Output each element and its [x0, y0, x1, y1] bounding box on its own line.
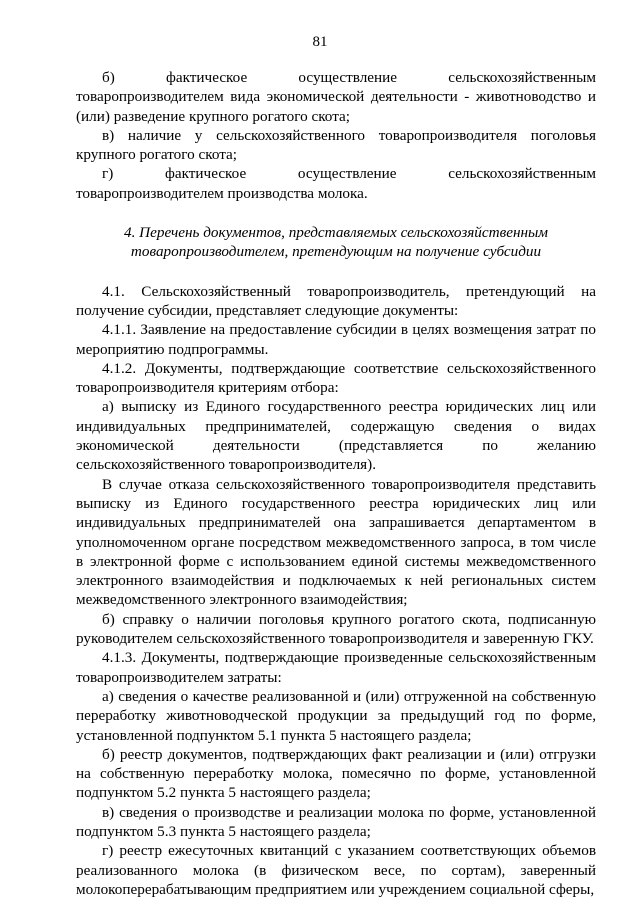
paragraph: б) фактическое осуществление сельскохозяйственным товаропроизводителем вида экономической деятельности - животноводство и (или) разведение крупного рогатого скота;: [76, 69, 596, 125]
paragraph: 4.1.3. Документы, подтверждающие произведенные сельскохозяйственным товаропроизводителем затраты:: [76, 649, 596, 686]
paragraph: 4.1. Сельскохозяйственный товаропроизводитель, претендующий на получение субсидии, представляет следующие документы:: [76, 282, 596, 319]
paragraph: г) фактическое осуществление сельскохозяйственным товаропроизводителем производства молока.: [76, 165, 596, 202]
paragraph: в) наличие у сельскохозяйственного товаропроизводителя поголовья крупного рогатого скота;: [76, 126, 596, 164]
paragraph: В случае отказа сельскохозяйственного товаропроизводителя представить выписку из Единого государственного реестра юридических лиц или индивидуальных предпринимателей она запрашивается департаментом в уполномоченном органе посредством межведомственного запроса, в том числе в электронной форме с использованием единой системы межведомственного электронного взаимодействия и подключаемых к ней региональных систем межведомственного электронного взаимодействия;: [76, 475, 596, 609]
paragraph: б) реестр документов, подтверждающих факт реализации и (или) отгрузки на собственную переработку молока, помесячно по форме, установленной подпунктом 5.2 пункта 5 настоящего раздела;: [76, 745, 596, 802]
paragraph: г) реестр ежесуточных квитанций с указанием соответствующих объемов реализованного молока (в физическом весе, по сортам), заверенный молокоперерабатывающим предприятием или учреждением социальной сферы,: [76, 842, 596, 898]
page-number: 81: [312, 34, 328, 50]
paragraph: а) выписку из Единого государственного реестра юридических лиц или индивидуальных предпринимателей, содержащую сведения о видах экономической деятельности (представляется по желанию сельскохозяйственного товаропроизводителя).: [76, 398, 596, 474]
paragraph: в) сведения о производстве и реализации молока по форме, установленной подпунктом 5.3 пункта 5 настоящего раздела;: [76, 803, 596, 840]
paragraph: 4.1.1. Заявление на предоставление субсидии в целях возмещения затрат по мероприятию подпрограммы.: [76, 321, 596, 358]
paragraph: а) сведения о качестве реализованной и (или) отгруженной на собственную переработку животноводческой продукции за предыдущий год по форме, установленной подпунктом 5.1 пункта 5 настоящего раздела;: [76, 687, 596, 744]
document-body: [76, 68, 596, 899]
paragraph: 4.1.2. Документы, подтверждающие соответствие сельскохозяйственного товаропроизводителя критериям отбора:: [76, 359, 596, 397]
section-heading: 4. Перечень документов, представляемых сельскохозяйственным товаропроизводителем, претендующим на получение субсидии: [123, 224, 548, 261]
paragraph: б) справку о наличии поголовья крупного рогатого скота, подписанную руководителем сельскохозяйственного товаропроизводителя и заверенную ГКУ.: [76, 610, 596, 648]
